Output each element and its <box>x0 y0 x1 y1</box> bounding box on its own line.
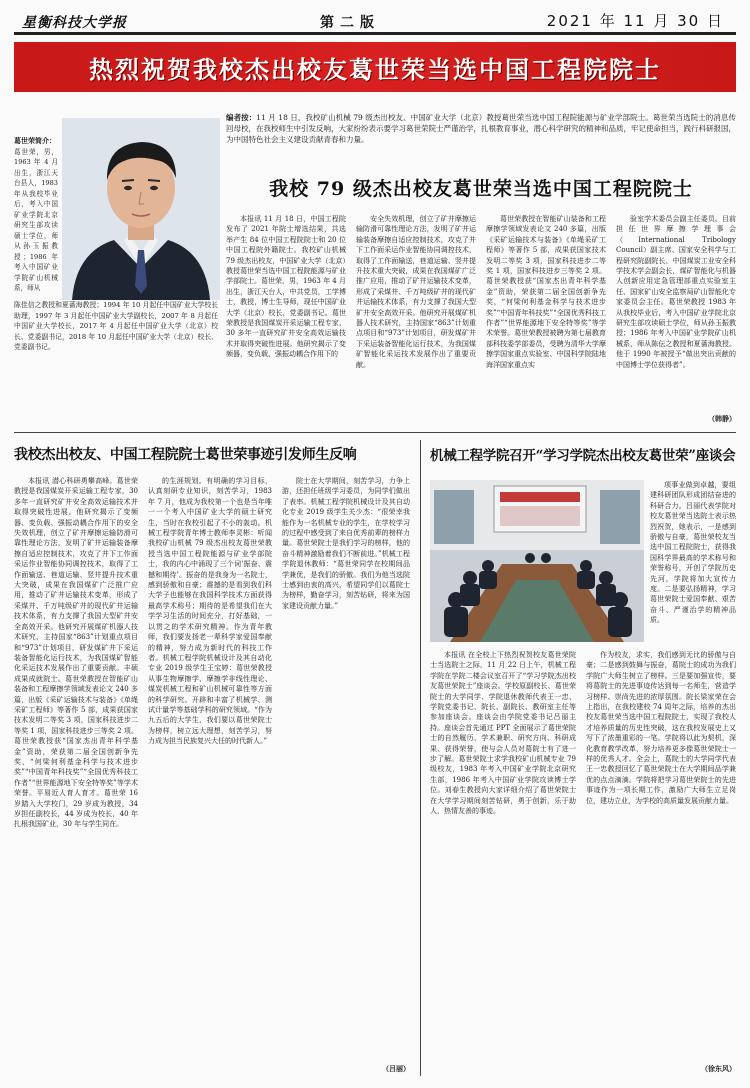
main-article-signature: （韩静） <box>708 414 736 423</box>
main-article-headline: 我校 79 级杰出校友葛世荣当选中国工程院院士 <box>269 178 693 200</box>
issue-date: 2021 年 11 月 30 日 <box>546 12 724 30</box>
profile-title: 葛世荣简介： <box>14 136 56 145</box>
page-section: 第二版 <box>320 15 380 31</box>
right-article-col-1-text: 本报讯 在全校上下热烈祝贺校友葛世荣院士当选院士之际，11 月 22 日上午，机械工程学院在学院二楼会议室召开了“学习学院杰出校友葛世荣院士”座谈会。学校原副校长、葛世荣院士的大学同学、学院退休教师代表王一忠、学院党委书记、院长、副院长、教研室主任等参加座谈会。座谈会由学院党委书记吕丽主持。座谈会首先通过 PPT 全面展示了葛世荣院士的自然履历、学术兼职、研究方向、科研成果、获得荣誉，使与会人员对葛院士有了进一步了解。葛世荣院士求学我校矿山机械专业 79 级校友，1983 年考入中国矿业学院北京研究生部，1986 年考入中国矿业学院攻读博士学位。刘春生教授向大家详细介绍了葛世荣院士在大学学习期间刻苦钻研，勇于创新，乐于助人，热情友善的事迹。 <box>430 651 576 816</box>
profile-narrow-text: 葛世荣，男，1963 年 4 月出生，浙江天台县人，1983 年从我校毕业后，考入中国矿业学院北京研究生部攻读硕士学位，师从孙玉振教授；1986 年考入中国矿业学院矿山机械系，师从 <box>14 147 58 292</box>
portrait-photo <box>62 118 220 300</box>
banner-headline: 热烈祝贺我校杰出校友葛世荣当选中国工程院院士 <box>89 55 661 84</box>
masthead-rule <box>14 32 736 35</box>
main-article-col-1-text: 本报讯 11 月 18 日，中国工程院发布了 2021 年院士增选结果，共选举产生 84 位中国工程院院士和 20 位中国工程院外籍院士。我校矿山机械 79 级杰出校友，中国矿业大学（北京）教授葛世荣当选中国工程院能源与矿业学部院士。葛世荣，男，1963 年 4 月出生，浙江天台人，中共党员，工学博士，教授，博士生导师，现任中国矿业大学（北京）校长，党委副书记。葛世荣教授是我国煤炭开采运输工程专家，30 多年一直研究矿井安全高效运输技术并取得突破性进展。他研究揭示了变频器，变负载、强振动耦合作用下的 <box>226 215 346 359</box>
meeting-illustration <box>430 480 644 642</box>
left-article-col-1-text: 本报讯 潜心科研勇攀高峰。葛世荣教授是我国煤炭开采运输工程专家，30 多年一直研究矿井安全高效运输技术并取得突破性进展。他研究揭示了变频器、变负载、强振动耦合作用下的安全失效机理，创立了矿井摩擦运输防滑可靠性理论方法，发明了矿井运输装备摩擦自适应控制技术，攻克了井下工作面采运作业智能协同调控技术，取得了工作面输送、巷道运输、竖井提升技术重大突破，成果在我国煤矿广泛推广应用，推动了矿井运输技术变革，形成了采煤井、千万吨级矿井的现代矿井运输技术体系，有力支撑了我国大型矿井安全高效开采。他研究开展煤矿机器人技术研究，主持国家“863”计划重点项目和“973”计划项目，研发煤矿井下采运装备智能化运行技术，为我国煤矿智能化采运技术发展作出了重要贡献。丰硕成果成就院士。葛世荣教授在智能矿山装备和工程摩擦学领域发表论文 240 多篇，出版《采矿运输技术与装备》《单绳采矿工程师》等著作 5 部，成果获国家技术发明二等奖 3 项，国家科技进步二等奖 1 项，国家科技进步三等奖 2 项。葛世荣教授获“国家杰出青年科学基金”资助，荣获第二届全国创新争先奖，“何梁何利基金科学与技术进步奖”“中国青年科技奖”“全国优秀科技工作者”“世界能源地下安全特等奖”等学术荣誉。平易近人育人育才。葛世荣 16 岁踏入大学校门，29 岁成为教授，34 岁担任副校长，44 岁成为校长，40 年扎根我国矿业，30 年与学生同在。 <box>14 477 138 829</box>
section-divider <box>14 432 736 433</box>
left-article-col-3 <box>282 476 410 1062</box>
main-article-col-3-text: 葛世荣教授在智能矿山装备和工程摩擦学领域发表论文 240 多篇，出版《采矿运输技术与装备》《单绳采矿工程师》等著作 5 部，成果获国家技术发明二等奖 3 项，国家科技进步二等奖 1 项，国家科技进步三等奖 2 项。葛世荣教授获“国家杰出青年科学基金”资助，荣获第二届全国创新争先奖，“何梁何利基金科学与技术进步奖”“中国青年科技奖”“全国优秀科技工作者”“世界能源地下安全特等奖”等学术荣誉。葛世荣教授被聘为第七届教育部科技委学部委员，受聘为清华大学摩擦学国家重点实验室、中国科学院陆地海洋国家重点实 <box>486 215 606 369</box>
left-article-col-2-text: 的生涯规划。有明确的学习目标，认真刻研专业知识，刻苦学习，1983 年 7 月，他成为我校第一个也是当年唯一一个考入中国矿业大学的硕士研究生，当时在我校引起了不小的轰动。机械工程学院青年博士教师李灵彬：听闻我校矿山机械 79 级杰出校友葛世荣教授当选中国工程院能源与矿业学部院士，我的内心中涌现了三个词‘振奋、震撼和期待’。振奋的是我身为一名院士，感到骄傲和自豪；震撼的是看到我们科大学子也能够在我国科学技术方面获得最高学术称号；期待的是希望我们在大学学习生活的时间充分，打好基础，一以贯之的学术研究精神。作为青年教师，我们要发扬老一辈科学家爱国奉献的精神，努力成为新时代的科技工作者。机械工程学院机械设计及其自动化专业 2019 级学生王宝婷：葛世荣教授从事生物摩擦学、摩擦学非线性理论、煤炭机械工程和矿山机械可靠性等方面的科学研究。开辟和丰富了机械学、测试计量学等基础学科的研究领域。“作为九五后的大学生，我们要以葛世荣院士为榜样，树立远大理想，刻苦学习，努力成为担当民族复兴大任的时代新人。” <box>148 477 272 746</box>
main-article-col-4 <box>616 214 736 414</box>
editor-note-label: 编者按： <box>226 113 257 122</box>
right-article-col-2 <box>586 650 736 1062</box>
headline-banner <box>14 42 736 92</box>
main-article-col-3 <box>486 214 606 426</box>
column-divider <box>420 440 421 1076</box>
left-article-headline: 我校杰出校友、中国工程院院士葛世荣事迹引发师生反响 <box>14 447 357 463</box>
left-article-signature: （吕丽） <box>382 1064 410 1073</box>
left-article-col-1 <box>14 476 138 1072</box>
main-article-col-4-text: 验室学术委员会副主任委员。目前担任世界摩擦学理事会（International Tribology Council）副主席、国家安全科学与工程研究院副院长、中国煤炭工业安全科学技术学会副会长，煤矿智能化与机器人创新应用定急管理部重点实验室主任、国家矿山安全监察局矿山智能化专家委员会主任。葛世荣教授 1983 年从我校毕业后，考入中国矿业学院北京研究生部攻读硕士学位，师从孙玉振教授；1986 年考入中国矿业学院矿山机械系，师从陈伝之教授和夏蔷海教授。他于 1990 年被授予“做出突出贡献的中国博士学位获得者”。 <box>616 215 736 369</box>
paper-name: 星衡科技大学报 <box>22 15 127 31</box>
right-article-col-1 <box>430 650 576 1074</box>
editor-note <box>226 112 736 145</box>
main-article-col-2-text: 安全失效机理，创立了矿井摩擦运输防滑可靠性理论方法，发明了矿井运输装备摩擦自适应控制技术，攻克了井下工作面采运作业智能协同调控技术，取得了工作面输送，巷道运输、竖井提升技术重大突破，成果在我国煤矿广泛推广应用，推动了矿井运输技术变革，形成了采煤井、千万吨级矿井的现代矿井运输技术体系，有力支撑了我国大型矿井安全高效开采。他研究开展煤矿机器人技术研究，主持国家“863”计划重点项目和“973”计划项目，研发煤矿井下采运装备智能化运行技术，为我国煤矿智能化采运技术发展作出了重要贡献。 <box>356 215 476 369</box>
profile-full: 陈佳信之教授和夏蔷海教授；1994 年 10 月起任中国矿业大学校长助理，1997 年 3 月起任中国矿业大学副校长，2007 年 8 月起任中国矿业大学校长，2017 年 4 月起任中国矿业大学（北京）校长、党委副书记，2018 年 10 月起任中国矿业大学（北京）校长、党委副书记。 <box>14 301 218 351</box>
right-article-signature: （徐东风） <box>701 1064 736 1073</box>
left-article-col-2 <box>148 476 272 1072</box>
right-article-headline: 机械工程学院召开“学习学院杰出校友葛世荣”座谈会 <box>430 448 736 464</box>
meeting-photo <box>430 480 644 642</box>
main-article-col-2 <box>356 214 476 426</box>
main-article-col-1 <box>226 214 346 426</box>
right-article-side-text: 项事业做到卓越，要组建科研团队形成团结奋进的科研合力。吕丽代表学院对校友葛世荣当选院士表示热烈祝贺，她表示，一是感到骄傲与自豪，葛世荣校友当选中国工程院院士，获得我国科学界最高的学术称号和荣誉称号，开创了学院历史先河，学院将加大宣传力度。二是要弘扬精神，学习葛世荣院士爱国奉献、艰苦奋斗、严谨治学的精神品质。 <box>650 481 736 625</box>
portrait-illustration <box>62 118 220 300</box>
left-article-col-3-text: 院士在大学期间，刻苦学习，力争上游，还担任班级学习委员，为同学们做出了表率。机械工程学院机械设计及其自动化专业 2019 级学生关少杰：“很荣幸我能作为一名机械专业的学生，在学校学习的过程中感受到了来自优秀前辈的榜样力量。葛世荣院士是我们学习的榜样，他的奋斗精神激励着我们不断前进。”机械工程学院退休教师：“葛世荣同学在校期间品学兼优，是我们的骄傲。我们为他当选院士感到由衷的高兴，希望同学们以葛院士为榜样，勤奋学习，刻苦钻研，将来为国家建设贡献力量。” <box>282 477 410 610</box>
editor-note-text: 11 月 18 日，我校矿山机械 79 级杰出校友、中国矿业大学（北京）教授葛世荣当选中国工程院能源与矿业学部院士。葛世荣当选院士的消息传回母校，在我校师生中引发反响，大家纷纷表示要学习葛世荣院士严谨治学，扎根教育事业，潜心科学研究的精神和品质，牢记使命担当，践行科研报国，为中国特色社会主义建设贡献青春和力量。 <box>226 113 736 144</box>
right-article-col-2-text: 作为校友，求实，我们感到无比的骄傲与自豪；二是感到鼓舞与振奋，葛院士的成功为我们学院广大师生树立了榜样。三是要加强宣传，要将葛院士的先进事迹传达到每一名师生，营造学习榜样、崇尚先进的浓厚氛围。院长梁家荣在会上指出，在我校建校 74 周年之际，培养的杰出校友葛世荣当选中国工程院院士，实现了我校人才培养质量的历史性突破，这在我校发展史上又写下了浓墨重彩的一笔。学院将以此为契机，深化教育教学改革，努力培养更多像葛世荣院士一样的优秀人才。全会上，葛院士的大学同学代表王一忠教授回忆了葛世荣院士在大学期间品学兼优的点点滴滴。学院将把学习葛世荣院士的先进事迹作为一项长期工作，激励广大师生立足岗位，建功立业，为学校的高质量发展贡献力量。 <box>586 651 736 805</box>
right-article-side <box>650 480 736 644</box>
profile-narrow <box>14 136 58 294</box>
